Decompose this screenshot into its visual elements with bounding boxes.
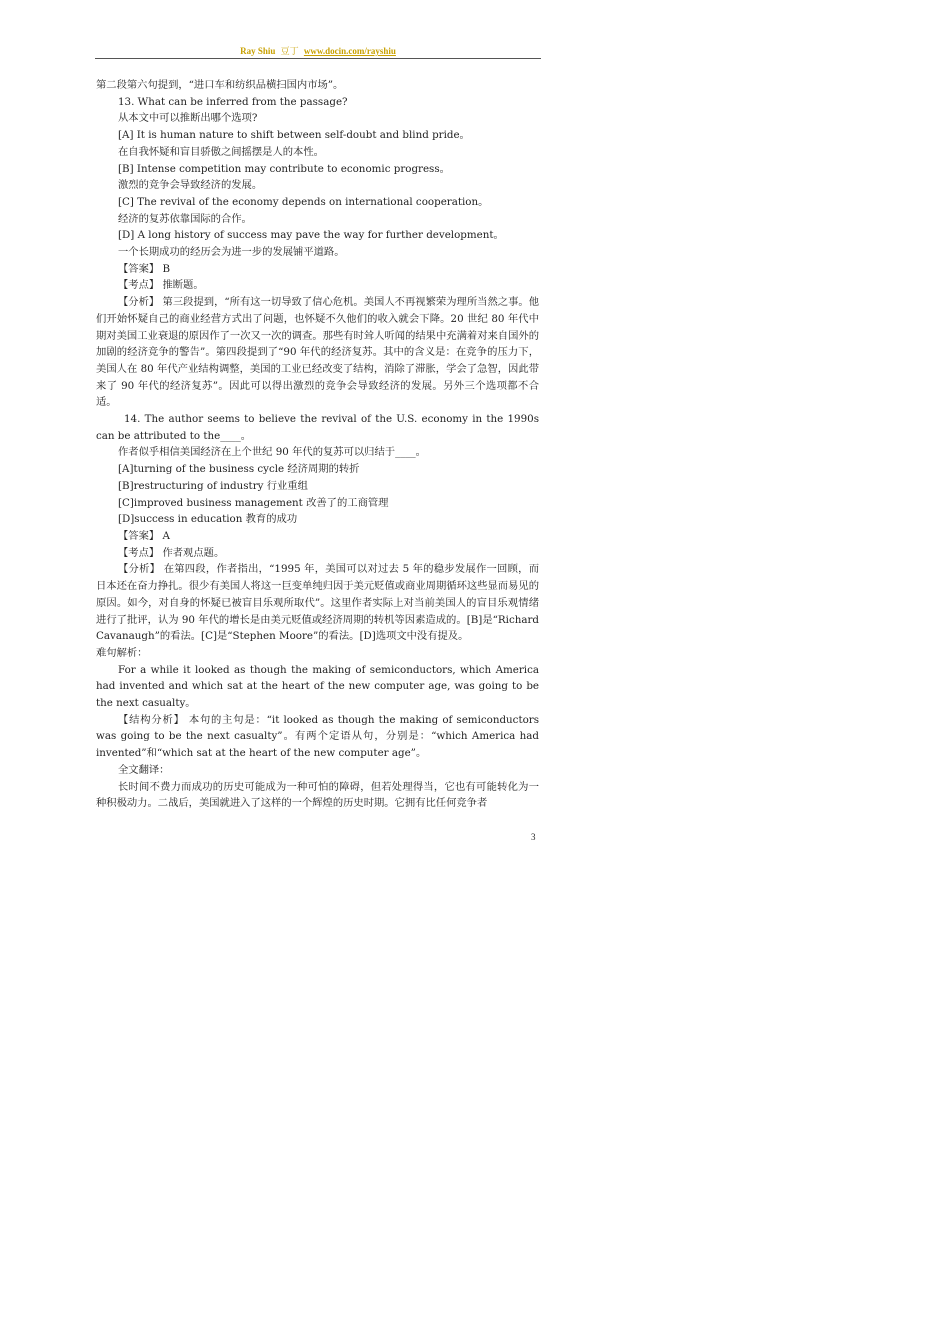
topic-13: 【考点】 推断题。 <box>118 279 204 292</box>
option-b-translation: 激烈的竞争会导致经济的发展。 <box>118 179 263 192</box>
option-a: [A] It is human nature to shift between self-doubt and blind pride。 <box>118 129 470 142</box>
topic-14: 【考点】 作者观点题。 <box>118 546 225 559</box>
option-c: [C] The revival of the economy depends on international cooperation。 <box>118 195 489 208</box>
option-c: [C]improved business management 改善了的工商管理 <box>118 496 389 509</box>
analysis-13: 【分析】 第三段提到，“所有这一切导致了信心危机。美国人不再视繁荣为理所当然之事。他们开始怀疑自己的商业经营方式出了问题，也怀疑不久他们的收入就会下降。20 世纪 80 年代中期对美国工业衰退的原因作了一次又一次的调查。那些有时耸人听闻的结果中充满着对来自国外的加剧的经济竞争的警告”。第四段提到了“90 年代的经济复苏。其中的含义是：在竞争的压力下，美国人在 80 年代产业结构调整，美国的工业已经改变了结构，消除了滞胀，学会了急智，因此带来了 90 年代的经济复苏”。因此可以得出激烈的竞争会导致经济的发展。另外三个选项都不合适。 <box>96 296 539 409</box>
option-d: [D] A long history of success may pave the way for further development。 <box>118 229 504 242</box>
option-c-translation: 经济的复苏依靠国际的合作。 <box>118 212 252 225</box>
paragraph: 第二段第六句提到，“进口车和纺织品横扫国内市场”。 <box>96 79 344 91</box>
question-14: 14. The author seems to believe the revival of the U.S. economy in the 1990s can be attributed to the____。 <box>96 413 539 442</box>
option-b: [B]restructuring of industry 行业重组 <box>118 479 308 492</box>
page-header <box>95 44 541 58</box>
structure-analysis: 【结构分析】 本句的主句是：“it looked as though the making of semiconductors was going to be the next casualty”。有两个定语从句，分别是：“which America had invented”和“which sat at the heart of the new computer age”。 <box>96 713 539 760</box>
answer-14: 【答案】 A <box>118 529 170 542</box>
option-a-translation: 在自我怀疑和盲目骄傲之间摇摆是人的本性。 <box>118 145 324 158</box>
page-number: 3 <box>531 832 536 842</box>
question-14-translation: 作者似乎相信美国经济在上个世纪 90 年代的复苏可以归结于____。 <box>118 446 426 459</box>
analysis-14: 【分析】 在第四段，作者指出，“1995 年，美国可以对过去 5 年的稳步发展作一回顾，而日本还在奋力挣扎。很少有美国人将这一巨变单纯归因于美元贬值或商业周期循环这些显而易见的原因。如今，对自身的怀疑已被盲目乐观所取代”。这里作者实际上对当前美国人的盲目乐观情绪进行了批评，认为 90 年代的增长是由美元贬值或经济周期的转机等因素造成的。[B]是“Richard Cavanaugh”的看法。[C]是“Stephen Moore”的看法。[D]选项文中没有提及。 <box>96 563 539 643</box>
section-heading-translation: 全文翻译： <box>118 763 170 776</box>
question-13-translation: 从本文中可以推断出哪个选项? <box>118 112 258 125</box>
section-heading-difficult-sentence: 难句解析： <box>96 646 148 659</box>
header-rule <box>95 58 541 59</box>
header-url-link[interactable]: www.docin.com/rayshiu <box>303 46 396 56</box>
header-site: 豆丁 <box>280 46 299 56</box>
answer-13: 【答案】 B <box>118 262 171 275</box>
document-body <box>96 77 539 812</box>
option-d: [D]success in education 教育的成功 <box>118 513 298 526</box>
header-author: Ray Shiu <box>240 46 276 56</box>
full-translation-paragraph: 长时间不费力而成功的历史可能成为一种可怕的障碍，但若处理得当，它也有可能转化为一种积极动力。二战后，美国就进入了这样的一个辉煌的历史时期。它拥有比任何竞争者 <box>96 780 539 810</box>
option-b: [B] Intense competition may contribute to economic progress。 <box>118 162 450 175</box>
difficult-sentence: For a while it looked as though the making of semiconductors, which America had invented and which sat at the heart of the new computer age, was going to be the next casualty。 <box>96 663 539 710</box>
option-d-translation: 一个长期成功的经历会为进一步的发展铺平道路。 <box>118 246 345 259</box>
question-13: 13. What can be inferred from the passage? <box>118 95 348 108</box>
option-a: [A]turning of the business cycle 经济周期的转折 <box>118 463 360 476</box>
